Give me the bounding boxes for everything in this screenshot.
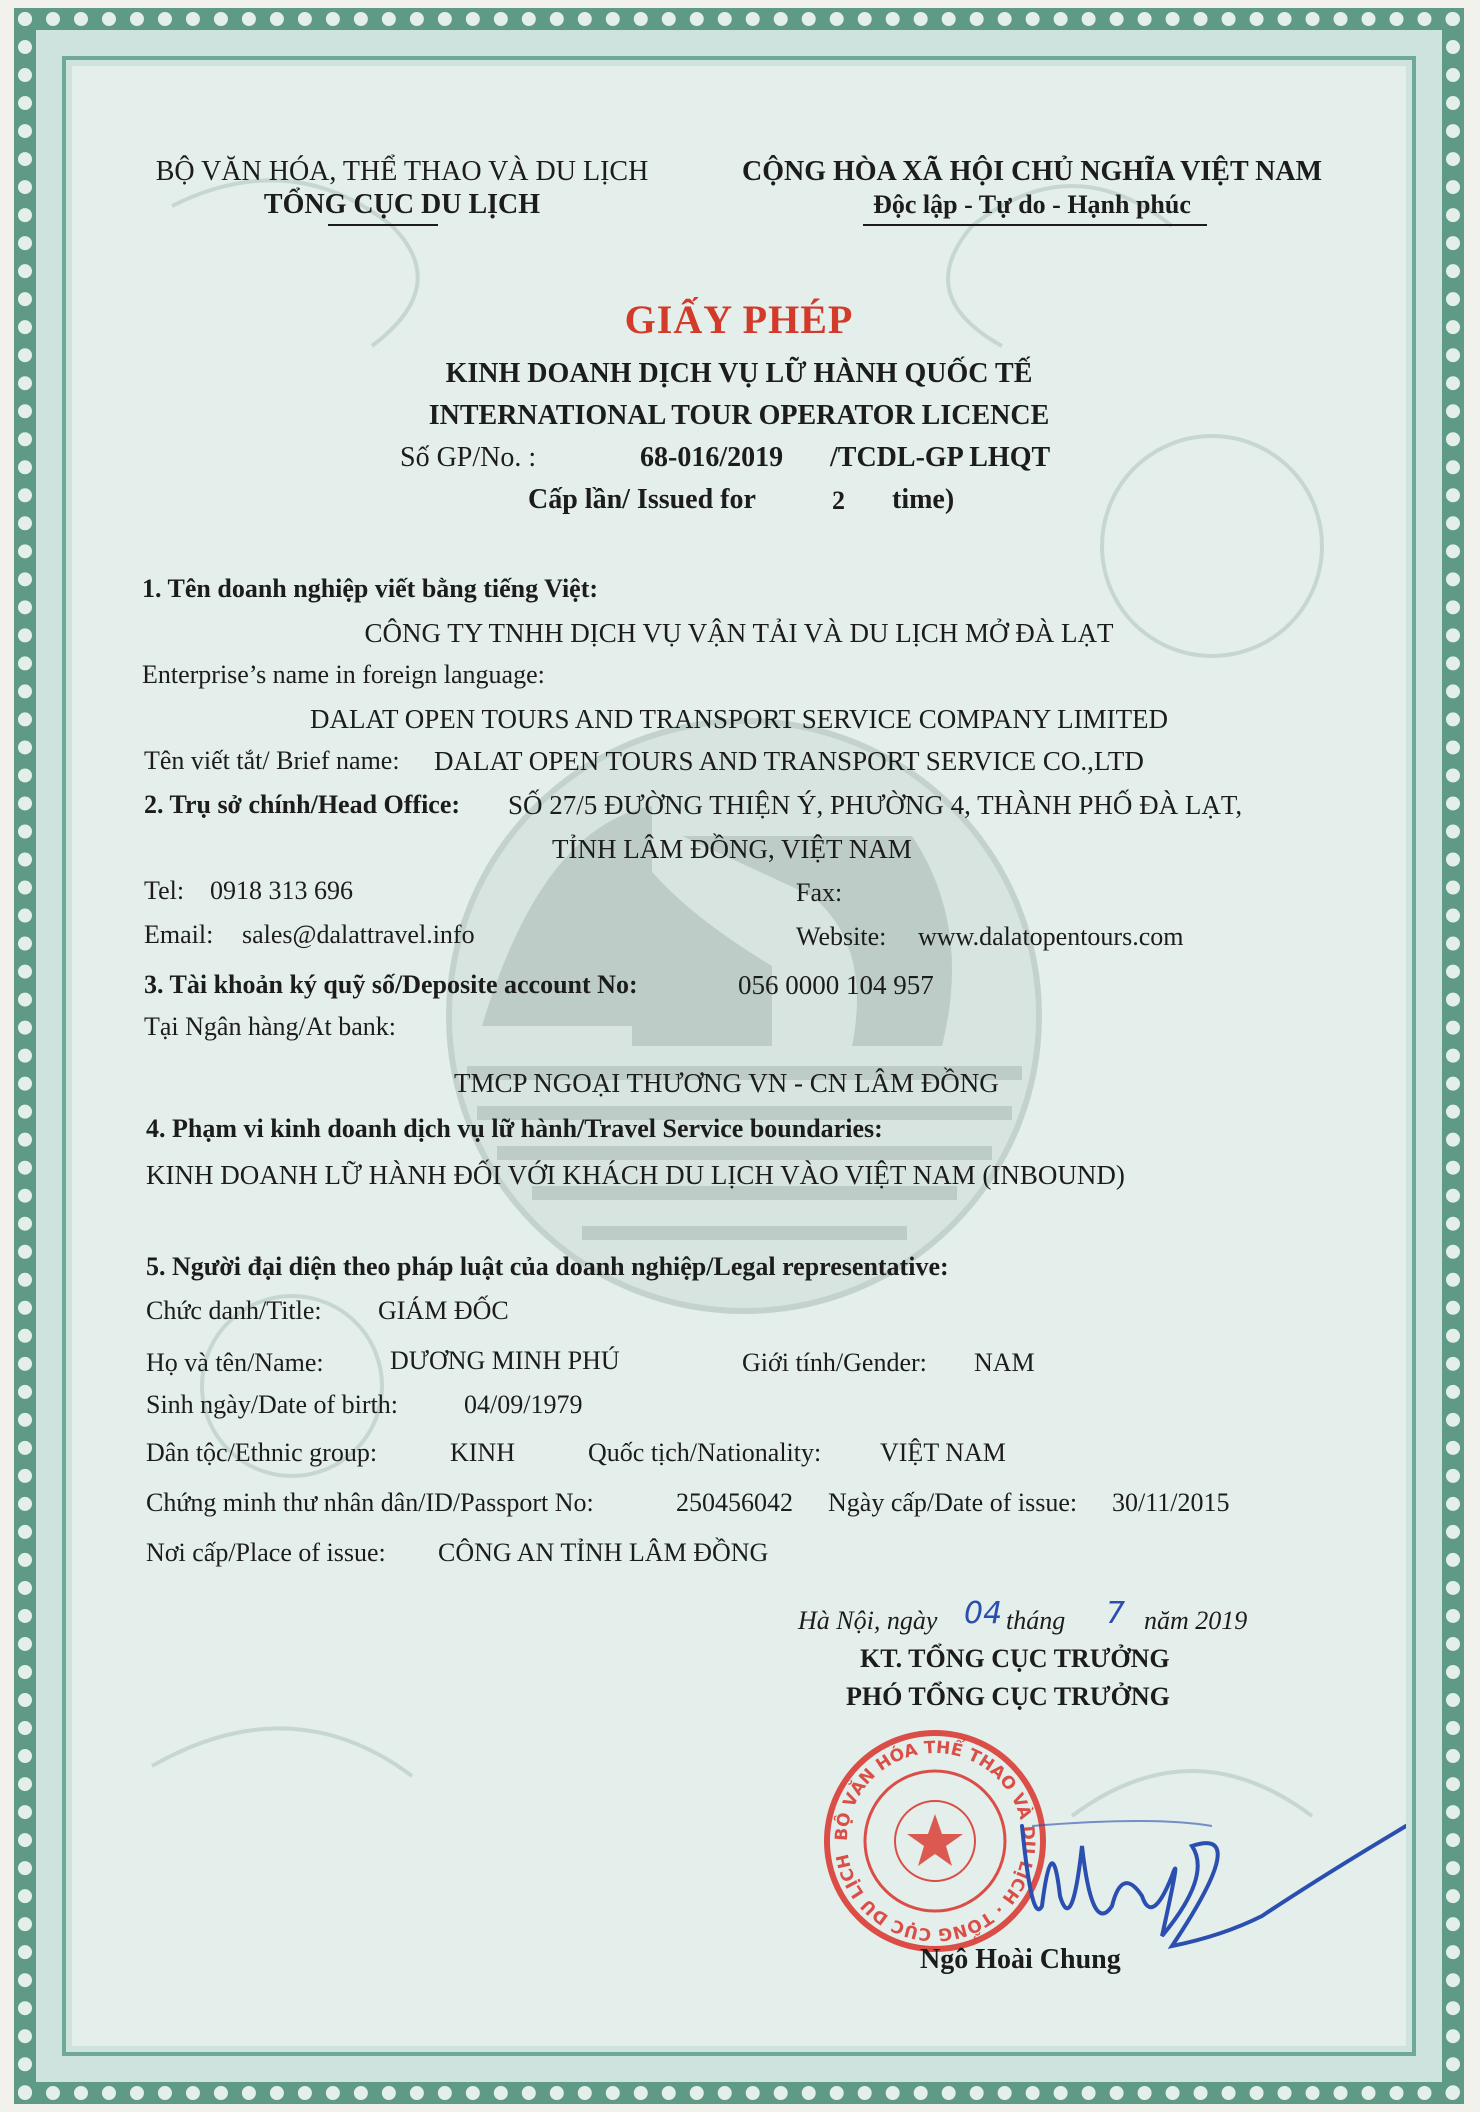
rep-place-value: CÔNG AN TỈNH LÂM ĐỒNG xyxy=(438,1538,769,1567)
rep-ethnic-label: Dân tộc/Ethnic group: xyxy=(146,1438,378,1467)
brief-name-label: Tên viết tắt/ Brief name: xyxy=(144,746,400,775)
sign-month: 7 xyxy=(1106,1596,1126,1631)
rep-dob-label: Sinh ngày/Date of birth: xyxy=(146,1390,399,1419)
rep-issue-date-label: Ngày cấp/Date of issue: xyxy=(828,1488,1078,1517)
rep-gender-label: Giới tính/Gender: xyxy=(742,1348,927,1377)
rep-title-value: GIÁM ĐỐC xyxy=(378,1296,509,1325)
head-office-address-line2: TỈNH LÂM ĐỒNG, VIỆT NAM xyxy=(552,834,912,864)
section5-heading: 5. Người đại diện theo pháp luật của doanh nghiệp/Legal representative: xyxy=(146,1252,949,1281)
rep-id-label: Chứng minh thư nhân dân/ID/Passport No: xyxy=(146,1488,594,1517)
head-office-address-line1: SỐ 27/5 ĐƯỜNG THIỆN Ý, PHƯỜNG 4, THÀNH PHỐ ĐÀ LẠT, xyxy=(508,790,1243,820)
sign-day: 04 xyxy=(964,1596,1003,1631)
authority-line1: KT. TỔNG CỤC TRƯỞNG xyxy=(860,1644,1170,1673)
section4-heading: 4. Phạm vi kinh doanh dịch vụ lữ hành/Travel Service boundaries: xyxy=(146,1114,883,1143)
rep-nationality-label: Quốc tịch/Nationality: xyxy=(588,1438,822,1467)
service-scope: KINH DOANH LỮ HÀNH ĐỐI VỚI KHÁCH DU LỊCH VÀO VIỆT NAM (INBOUND) xyxy=(146,1160,1125,1190)
rep-gender-value: NAM xyxy=(974,1348,1035,1377)
certificate-paper xyxy=(72,66,1406,2046)
sign-year: năm 2019 xyxy=(1144,1606,1248,1635)
brief-name: DALAT OPEN TOURS AND TRANSPORT SERVICE CO.,LTD xyxy=(434,746,1144,776)
signer-name: Ngô Hoài Chung xyxy=(920,1944,1121,1975)
licence-number-suffix: /TCDL-GP LHQT xyxy=(830,442,1051,473)
ministry-name: BỘ VĂN HÓA, THỂ THAO VÀ DU LỊCH xyxy=(155,156,649,187)
foreign-name-label: Enterprise’s name in foreign language: xyxy=(142,660,545,689)
header-rule-left xyxy=(328,224,438,226)
sign-place-date-prefix: Hà Nội, ngày xyxy=(798,1606,938,1635)
tel-value: 0918 313 696 xyxy=(210,876,353,905)
licence-certificate xyxy=(14,8,1464,2104)
seal-text: BỘ VĂN HÓA THỂ THAO VÀ DU LỊCH · TỔNG CỤC DU LỊCH xyxy=(831,1737,1039,1945)
issued-suffix: time) xyxy=(892,484,955,515)
rep-ethnic-value: KINH xyxy=(450,1438,515,1467)
licence-title: GIẤY PHÉP xyxy=(624,297,854,342)
rep-name-label: Họ và tên/Name: xyxy=(146,1348,324,1377)
licence-subtitle-vi: KINH DOANH DỊCH VỤ LỮ HÀNH QUỐC TẾ xyxy=(445,358,1033,389)
website-value: www.dalatopentours.com xyxy=(918,922,1184,951)
issued-label: Cấp lần/ Issued for xyxy=(528,484,756,515)
department-name: TỔNG CỤC DU LỊCH xyxy=(263,189,541,220)
rep-title-label: Chức danh/Title: xyxy=(146,1296,322,1325)
website-label: Website: xyxy=(796,922,887,951)
licence-number: 68-016/2019 xyxy=(640,442,784,473)
section2-heading: 2. Trụ sở chính/Head Office: xyxy=(144,790,461,819)
fax-label: Fax: xyxy=(796,878,843,907)
rep-place-label: Nơi cấp/Place of issue: xyxy=(146,1538,386,1567)
issued-count: 2 xyxy=(832,486,845,515)
republic-name: CỘNG HÒA XÃ HỘI CHỦ NGHĨA VIỆT NAM xyxy=(741,156,1323,187)
section1-heading: 1. Tên doanh nghiệp viết bằng tiếng Việt: xyxy=(142,574,599,603)
rep-id-value: 250456042 xyxy=(676,1488,793,1517)
enterprise-name-en: DALAT OPEN TOURS AND TRANSPORT SERVICE COMPANY LIMITED xyxy=(309,704,1169,734)
email-label: Email: xyxy=(144,920,214,949)
bank-name: TMCP NGOẠI THƯƠNG VN - CN LÂM ĐỒNG xyxy=(454,1068,999,1098)
email-value: sales@dalattravel.info xyxy=(242,920,475,949)
authority-line2: PHÓ TỔNG CỤC TRƯỞNG xyxy=(846,1682,1170,1711)
section3-heading: 3. Tài khoản ký quỹ số/Deposite account No: xyxy=(144,970,638,999)
licence-number-label: Số GP/No. : xyxy=(400,442,537,473)
national-motto: Độc lập - Tự do - Hạnh phúc xyxy=(873,190,1191,219)
licence-subtitle-en: INTERNATIONAL TOUR OPERATOR LICENCE xyxy=(428,400,1050,431)
bank-label: Tại Ngân hàng/At bank: xyxy=(144,1012,396,1041)
enterprise-name-vi: CÔNG TY TNHH DỊCH VỤ VẬN TẢI VÀ DU LỊCH MỞ ĐÀ LẠT xyxy=(364,618,1114,648)
tel-label: Tel: xyxy=(144,876,185,905)
rep-issue-date-value: 30/11/2015 xyxy=(1112,1488,1230,1517)
deposit-account-number: 056 0000 104 957 xyxy=(738,970,934,1000)
rep-nationality-value: VIỆT NAM xyxy=(880,1438,1006,1467)
rep-name-value: DƯƠNG MINH PHÚ xyxy=(390,1346,620,1375)
header-rule-right xyxy=(863,224,1207,226)
sign-month-label: tháng xyxy=(1006,1606,1066,1635)
rep-dob-value: 04/09/1979 xyxy=(464,1390,583,1419)
